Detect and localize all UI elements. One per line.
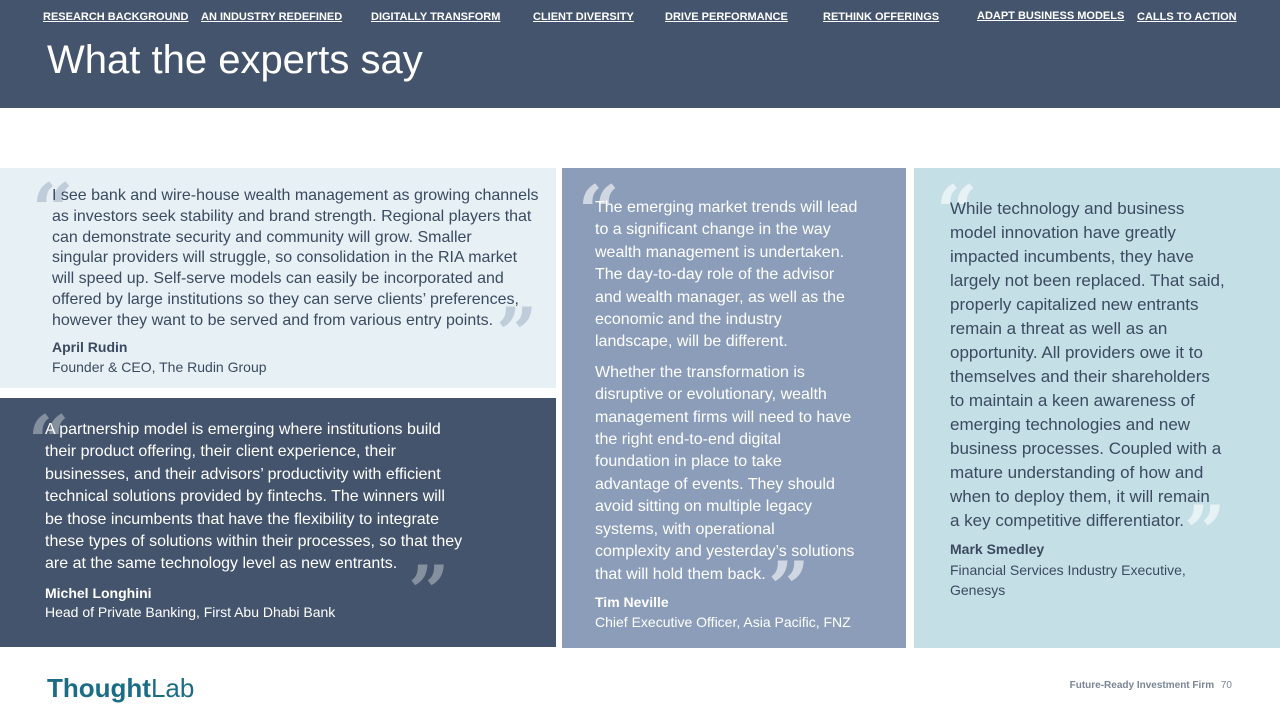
quote-line: their product offering, their client experience, their	[45, 443, 397, 461]
author-name: Tim Neville	[595, 594, 669, 610]
quote-line: however they want to be served and from various entry points.	[52, 311, 494, 329]
quote-line: impacted incumbents, they have	[950, 247, 1194, 266]
quote-line: to maintain a keen awareness of	[950, 391, 1195, 410]
quote-line: wealth management is undertaken.	[595, 243, 845, 261]
quote-text	[45, 419, 545, 576]
quote-line: model innovation have greatly	[950, 223, 1176, 242]
quote-line: themselves and their shareholders	[950, 367, 1210, 386]
quote-line: complexity and yesterday’s solutions	[595, 543, 855, 561]
quote-line: properly capitalized new entrants	[950, 295, 1199, 314]
quote-line: businesses, and their advisors’ productivity with efficient	[45, 465, 441, 483]
quote-line: as investors seek stability and brand strength. Regional players that	[52, 207, 532, 225]
quote-line: are at the same technology level as new entrants.	[45, 555, 398, 573]
quote-line: While technology and business	[950, 199, 1185, 218]
quote-line: technical solutions provided by fintechs. The winners will	[45, 488, 445, 506]
thoughtlab-logo	[47, 673, 194, 704]
nav-client-diversity[interactable]: CLIENT DIVERSITY	[533, 11, 634, 23]
quote-card-april-rudin	[0, 168, 556, 388]
author-role: Founder & CEO, The Rudin Group	[52, 359, 267, 375]
author-role: Chief Executive Officer, Asia Pacific, FNZ	[595, 614, 851, 630]
nav-digitally-transform[interactable]: DIGITALLY TRANSFORM	[371, 11, 501, 23]
quote-line: and wealth manager, as well as the	[595, 288, 845, 306]
quote-line: mature understanding of how and	[950, 463, 1204, 482]
quote-line: that will hold them back.	[595, 565, 766, 583]
quote-line: A partnership model is emerging where institutions build	[45, 421, 441, 438]
quote-line: avoid sitting on multiple legacy	[595, 498, 813, 516]
nav-adapt-business-models[interactable]: ADAPT BUSINESS MODELS	[977, 10, 1125, 22]
quote-line: management firms will need to have	[595, 408, 852, 426]
close-quote-icon: ”	[768, 545, 810, 630]
quote-line: be those incumbents that have the flexibility to integrate	[45, 510, 440, 528]
header-bar	[0, 0, 1280, 108]
quote-line: The day-to-day role of the advisor	[595, 266, 835, 284]
quote-line: largely not been replaced. That said,	[950, 271, 1225, 290]
quote-text	[595, 197, 900, 586]
quote-text	[52, 186, 552, 332]
nav-rethink-offerings[interactable]: RETHINK OFFERINGS	[823, 11, 940, 23]
quote-line: offered by large institutions so they can serve clients’ preferences,	[52, 290, 519, 308]
close-quote-icon: ”	[496, 291, 538, 376]
quote-line: economic and the industry	[595, 311, 782, 329]
quote-line: emerging technologies and new	[950, 415, 1191, 434]
quote-line: can demonstrate security and community will grow. Smaller	[52, 228, 472, 246]
open-quote-icon: “	[32, 167, 74, 252]
open-quote-icon: “	[936, 169, 978, 254]
author-name: April Rudin	[52, 339, 128, 355]
close-quote-icon: ”	[408, 549, 450, 634]
nav-research-background[interactable]: RESEARCH BACKGROUND	[43, 11, 189, 23]
footer-title: Future-Ready Investment Firm	[1069, 680, 1215, 691]
quote-line: advantage of events. They should	[595, 475, 835, 493]
author-name: Mark Smedley	[950, 541, 1045, 557]
quote-line: these types of solutions within their processes, so that they	[45, 533, 463, 551]
quote-line: Whether the transformation is	[595, 363, 805, 381]
nav-an-industry-redefined[interactable]: AN INDUSTRY REDEFINED	[201, 11, 343, 23]
page-number: 70	[1220, 680, 1232, 691]
top-nav	[0, 11, 1280, 27]
author-name: Michel Longhini	[45, 585, 152, 601]
quote-line: when to deploy them, it will remain	[950, 487, 1210, 506]
quote-line: opportunity. All providers owe it to	[950, 343, 1203, 362]
quote-line: the right end-to-end digital	[595, 431, 781, 449]
footer	[1070, 680, 1232, 691]
quote-line: The emerging market trends will lead	[595, 199, 858, 216]
quote-line: disruptive or evolutionary, wealth	[595, 386, 827, 404]
close-quote-icon: ”	[1184, 489, 1226, 574]
quote-text	[950, 197, 1276, 533]
quote-line: I see bank and wire-house wealth management as growing channels	[52, 187, 539, 204]
page-title: What the experts say	[47, 38, 423, 82]
logo-text-bold: Thought	[47, 673, 151, 703]
quote-line: landscape, will be different.	[595, 333, 788, 351]
open-quote-icon: “	[578, 169, 620, 254]
quote-card-mark-smedley	[914, 168, 1280, 648]
open-quote-icon: “	[28, 399, 70, 484]
quote-line: will speed up. Self-serve models can easily be incorporated and	[52, 270, 504, 288]
nav-calls-to-action[interactable]: CALLS TO ACTION	[1137, 11, 1237, 23]
logo-text-light: Lab	[150, 673, 195, 703]
quote-line: business processes. Coupled with a	[950, 439, 1222, 458]
author-role-line: Financial Services Industry Executive,	[950, 562, 1186, 578]
author-role-line: Genesys	[950, 582, 1006, 598]
quote-line: a key competitive differentiator.	[950, 511, 1185, 530]
quote-card-tim-neville	[562, 168, 906, 648]
quote-line: systems, with operational	[595, 520, 775, 538]
quote-line: remain a threat as well as an	[950, 319, 1168, 338]
quote-card-michel-longhini	[0, 398, 556, 647]
quote-line: to a significant change in the way	[595, 221, 831, 239]
author-role: Head of Private Banking, First Abu Dhabi Bank	[45, 604, 336, 620]
quote-line: singular providers will struggle, so consolidation in the RIA market	[52, 249, 518, 267]
nav-drive-performance[interactable]: DRIVE PERFORMANCE	[665, 11, 788, 23]
quote-line: foundation in place to take	[595, 453, 782, 471]
